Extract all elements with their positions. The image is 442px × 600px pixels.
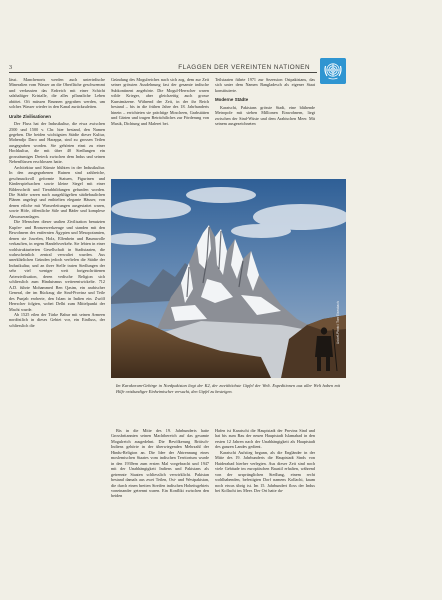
paragraph: Architektur und Künste blühten in der Industkultur. In den ausgegrabenen Ruinen sind zahlreiche, geschmackvoll geformte Statuen, Figurinen und Kinderspielsachen sowie kleine Siegel mit einer Bilderschrift und Tierabbildungen gefunden worden. Die Städte waren nach ausgeklügelten städtebaulichen Plänen angelegt und enthielten elegante Häuser, von denen etliche mit Wasserleitungen ausgestattet waren, sowie Höfe, öffentliche Säle und Bäder und komplexe Abwasseranlagen. bbox=[9, 164, 105, 219]
page-number: 3 bbox=[9, 65, 13, 71]
un-emblem-icon bbox=[320, 58, 346, 84]
photo-credit: Unicef-Photo / Tom Eisenbach bbox=[336, 301, 340, 344]
text-column-2 bbox=[111, 77, 209, 170]
paragraph: Der Fluss hat der Industkultur, die etwa zwischen 2500 und 1500 v. Chr. hier bestand, den Namen gegeben. Die beiden wichtigsten Städte dieser Kultur, Mohendjo Daro und Harappa, sind zu grossen Teilen ausgegraben worden. Sie gehörten einst zu einer Hochkultur, die mit über 40 Siedlungen ein grossräumiges Dreieck zwischen dem Indus und seinen Nebenflüssen erschlossen hatte. bbox=[9, 121, 105, 165]
paragraph: Hafen ist Karatschi die Hauptstadt der Provinz Sind und hat bis zum Bau der neuen Hauptstadt Islamabad in den ersten 12 Jahren nach der Unabhängigkeit als Hauptstadt des ganzen Landes gedient. bbox=[215, 428, 315, 450]
section-heading: Moderne Städte bbox=[215, 97, 249, 103]
header-rule bbox=[9, 72, 317, 73]
paragraph: Teilstaaten führte 1971 zur Sezession Ostpakistans, das sich unter dem Namen Bangladesch als eigener Staat konstituierte. bbox=[215, 77, 315, 93]
paragraph: Gründung des Mogulreiches nach sich zog, dem zur Zeit seiner grössten Ausdehnung fast der gesamte indische Subkontinent angehörte. Die Mogul-Herrscher waren wilde Krieger, aber gleichzeitig auch grosse Kunstmäzene. Während der Zeit, in der ihr Reich bestand – bis in die frühen Jahre des 18. Jahrhunderts hinein – errichteten sie prächtige Moscheen, Grabstätten und Gärten und trugen Beträchtliches zur Förderung von Musik, Dichtung und Malerei bei. bbox=[111, 77, 209, 126]
photo-caption: Im Karakorum-Gebirge in Nordpakistan liegt der K2, der zweithöchste Gipfel der Welt. Expeditionen aus aller Welt haben mit Hilfe ortskundiger Einheimischer versucht, den Gipfel zu besteigen. bbox=[116, 383, 340, 394]
text-column-2-lower bbox=[111, 428, 209, 563]
mountain-photo bbox=[111, 179, 346, 378]
page-title: FLAGGEN DER VEREINTEN NATIONEN bbox=[178, 64, 310, 71]
text-column-3 bbox=[215, 77, 315, 170]
paragraph: Bis in die Mitte des 19. Jahrhunderts hatte Grossbritannien seinen Machtbereich auf das gesamte Mogulreich ausgedehnt. Die Bevölkerung Britisch-Indiens gehörte in der überwiegenden Mehrzahl der Hindu-Religion an. Die Idee der Abtrennung eines moslemischen Staates vom indischen Territorium wurde in den 1930ern zum ersten Mal vorgebracht und 1947 mit der Unabhängigkeit Indiens und Pakistans als getrennte Staaten schliesslich verwirklicht. Pakistan bestand damals aus zwei Teilen, Ost- und Westpakistan, die durch einen breiten Streifen indischen Hoheitsgebiets voneinander getrennt waren. Ein Konflikt zwischen den beiden bbox=[111, 428, 209, 499]
paragraph: Karatschi Aufstieg begann, als die Engländer in der Mitte des 19. Jahrhunderts die Hauptstadt Sinds von Haiderabad hierher verlegten. Aus dieser Zeit sind noch viele Gebäude im europäischen Baustil erhalten, während von der ursprünglichen Siedlung, einem recht wohlhabenden, befestigten Dorf namens Kollachi, kaum noch etwas übrig ist. Im 15. Jahrhundert floss der Indus bei Kollachi ins Meer. Der Ort hatte da- bbox=[215, 449, 315, 493]
paragraph: Ab 1525 eilen der Türke Babur mit seinen Armeen nordöstlich in dieses Gebiet vor, ein Einfluss, der schliesslich die bbox=[9, 311, 105, 328]
paragraph: lässt. Manchenorts werden auch unterirdische Mineralien vom Wasser an die Oberfläche geschwemmt und verkrusten das Erdreich mit einer Schicht salzhaltiger Kristalle, die alles pflanzliche Leben abtötet. Oft müssen Brunnen gegraben werden, um solches Wasser wieder in den Kanal zurückzuleiten. bbox=[9, 77, 105, 110]
paragraph: Die Menschen dieser uralten Zivilisation benutzten Kupfer- und Bronzewerkzeuge und standen mit den Bewohnern des entfernten Ägypten und Mesopotamien, denen sie Juwelen, Holz, Elfenbein und Baumwolle verkauften, in regem Handelsverkehr. Sie lebten in einer wohlstrukturierten Gesellschaft in Stadtstaaten, die wahrscheinlich zentral verwaltet wurden. Aus unerklärlichen Gründen jedoch verfielen die Städte der Industkultur, und an ihrer Stelle traten Siedlungen der sehr viel weniger weit fortgeschrittenen Arierzivilisation, deren vedische Religion sich schliesslich zum Hinduismus weiterentwickelte. 712 A.D. führte Mohammed Ben Qasim, ein arabischer General, der im Rückzug die Sind-Provinz und Teile des Punjab eroberte, den Islam in Indien ein. Zwölf Herrscher folgten, wobei Delhi zum Mittelpunkt der Macht wurde. bbox=[9, 219, 105, 312]
text-column-3-lower bbox=[215, 428, 315, 563]
section-heading: Uralte Zivilisationen bbox=[9, 113, 51, 119]
paragraph: Karatschi, Pakistans grösste Stadt, eine blühende Metropole mit sieben Millionen Einwohnern, liegt zwischen der Sind-Wüste und dem Arabischen Meer. Mit seinem ausgezeichneten bbox=[215, 104, 315, 127]
text-column-1 bbox=[9, 77, 105, 562]
